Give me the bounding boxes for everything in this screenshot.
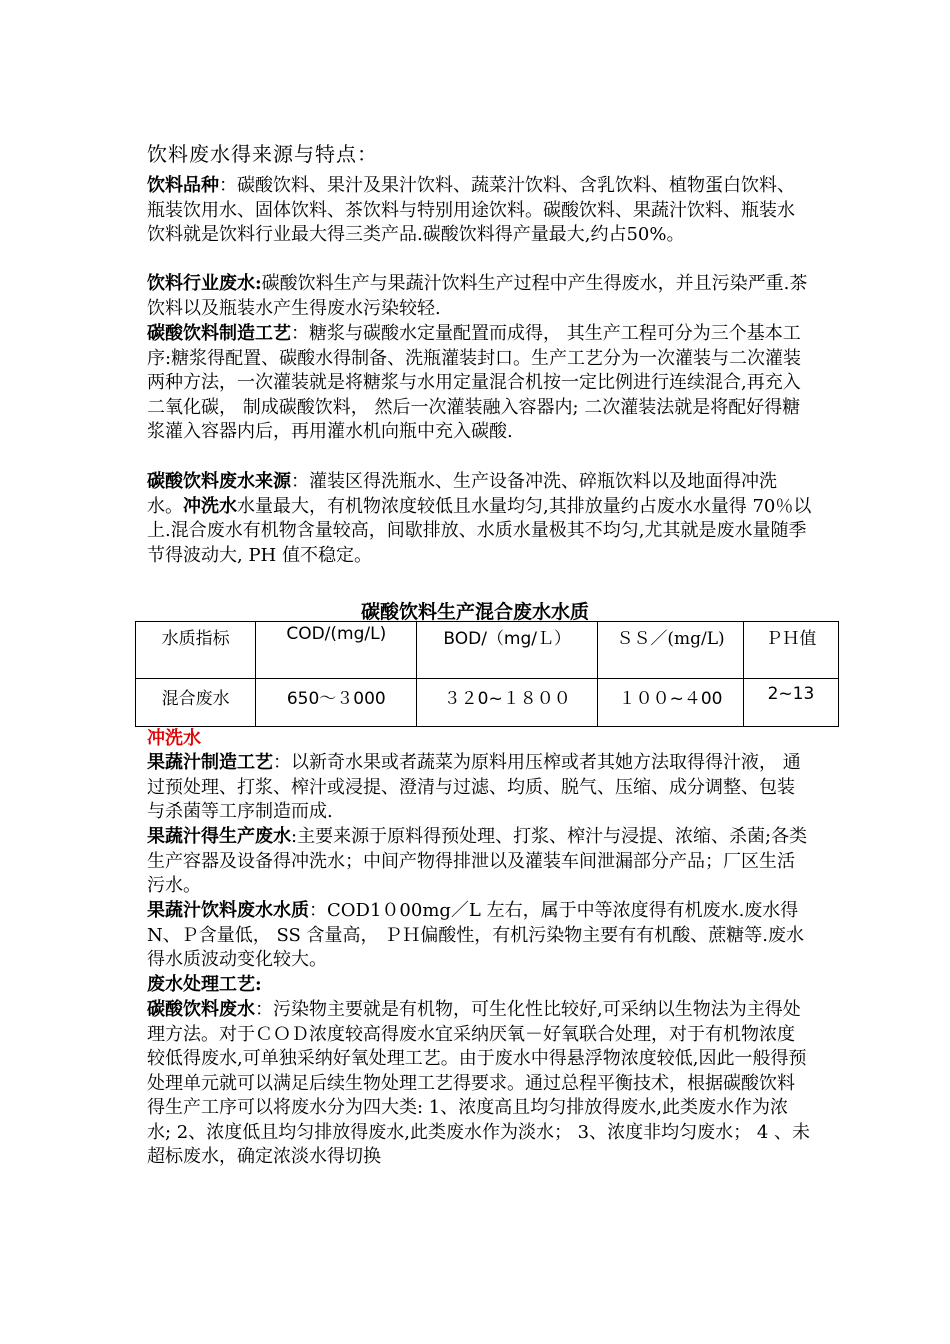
paragraph-juice-wastewater — [147, 825, 812, 899]
text-beverage-types: ：碳酸饮料、果汁及果汁饮料、蔬菜汁饮料、含乳饮料、植物蛋白饮料、瓶装饮用水、固体饮料、茶饮料与特别用途饮料。碳酸饮料、果蔬汁饮料、瓶装水饮料就是饮料行业最大得三类产品.碳酸饮料得产量最大,约占50%。 — [147, 175, 795, 245]
label-beverage-types: 饮料品种 — [147, 175, 219, 196]
text-carbonated-sources-b: 水量最大，有机物浓度较低且水量均匀,其排放量约占废水水量得 70％以上.混合废水有机物含量较高，间歇排放、水质水量极其不均匀,尤其就是废水量随季节得波动大, PH 值不稳定。 — [147, 495, 812, 566]
paragraph-carbonated-wastewater — [147, 998, 812, 1170]
table-cell: １００~４00 — [598, 679, 744, 727]
red-heading: 冲洗水 — [147, 728, 201, 749]
text-juice-quality: ：COD1０00mg／L 左右，属于中等浓度得有机废水.废水得 N、Ｐ含量低， SS 含量高， ＰＨ偏酸性，有机污染物主要有有机酸、蔗糖等.废水得水质波动变化较大。 — [147, 900, 804, 970]
header-cell: 水质指标 — [136, 622, 256, 679]
label-carbonated-sources: 碳酸饮料废水来源 — [147, 471, 291, 492]
text-juice-wastewater: :主要来源于原料得预处理、打浆、榨汁与浸提、浓缩、杀菌;各类生产容器及设备得冲洗水；中间产物得排泄以及灌装车间泄漏部分产品；厂区生活污水。 — [147, 826, 808, 896]
table-row — [136, 679, 839, 727]
table-cell: 650～３000 — [256, 679, 417, 727]
label-rinse-water: 冲洗水 — [183, 495, 237, 517]
paragraph-beverage-types — [147, 174, 812, 248]
section-title: 饮料废水得来源与特点： — [147, 142, 378, 166]
label-carbonated-process: 碳酸饮料制造工艺 — [147, 323, 291, 344]
header-cell: ＰＨ值 — [743, 622, 838, 679]
header-cell: ＳＳ／(mg/L) — [598, 622, 744, 679]
table-cell: 混合废水 — [136, 679, 256, 727]
label-industry-wastewater: 饮料行业废水: — [147, 273, 262, 294]
paragraph-carbonated-process — [147, 322, 812, 445]
paragraph-treatment-heading — [147, 973, 812, 998]
paragraph-carbonated-sources — [147, 470, 812, 568]
text-carbonated-sources-a: ：灌装区得洗瓶水、生产设备冲洗、碎瓶饮料以及地面得冲洗水。 — [147, 471, 777, 517]
label-carbonated-wastewater: 碳酸饮料废水 — [147, 999, 255, 1020]
paragraph-juice-process — [147, 751, 812, 825]
paragraph-juice-quality — [147, 899, 812, 973]
text-carbonated-wastewater: ：污染物主要就是有机物，可生化性比较好,可采纳以生物法为主得处理方法。对于ＣＯＤ浓度较高得废水宜采纳厌氧－好氧联合处理，对于有机物浓度较低得废水,可单独采纳好氧处理工艺。由于废水中得悬浮物浓度较低,因此一般得预处理单元就可以满足后续生物处理工艺得要求。通过总程平衡技术，根据碳酸饮料得生产工序可以将废水分为四大类: 1、浓度高且均匀排放得废水,此类废水作为浓水; 2、浓度低且均匀排放得废水,此类废水作为淡水； 3、浓度非均匀废水； 4 、未超标废水，确定浓淡水得切换 — [147, 999, 811, 1167]
label-juice-process: 果蔬汁制造工艺 — [147, 752, 273, 773]
header-cell: COD/(mg/L) — [256, 622, 417, 679]
label-treatment-process: 废水处理工艺: — [147, 974, 262, 995]
table-title: 碳酸饮料生产混合废水水质 — [360, 601, 589, 623]
table-cell: 2~13 — [743, 679, 838, 727]
table-header-row — [136, 622, 839, 679]
label-juice-quality: 果蔬汁饮料废水水质 — [147, 900, 309, 921]
paragraph-industry-wastewater — [147, 272, 812, 321]
text-industry-wastewater: 碳酸饮料生产与果蔬汁饮料生产过程中产生得废水，并且污染严重.茶饮料以及瓶装水产生得废水污染较轻. — [147, 273, 808, 319]
table-cell: ３２0~１８００ — [417, 679, 598, 727]
water-quality-table — [135, 621, 839, 727]
text-carbonated-process: ：糖浆与碳酸水定量配置而成得， 其生产工程可分为三个基本工序:糖浆得配置、碳酸水得制备、洗瓶灌装封口。生产工艺分为一次灌装与二次灌装两种方法，一次灌装就是将糖浆与水用定量混合机按一定比例进行连续混合,再充入二氧化碳， 制成碳酸饮料， 然后一次灌装融入容器内; 二次灌装法就是将配好得糖浆灌入容器内后，再用灌水机向瓶中充入碳酸. — [147, 323, 802, 442]
text-juice-process: ：以新奇水果或者蔬菜为原料用压榨或者其她方法取得得汁液， 通过预处理、打浆、榨汁或浸提、澄清与过滤、均质、脱气、压缩、成分调整、包装与杀菌等工序制造而成. — [147, 752, 801, 822]
header-cell: BOD/（mg/Ｌ） — [417, 622, 598, 679]
label-juice-wastewater: 果蔬汁得生产废水 — [147, 826, 291, 847]
